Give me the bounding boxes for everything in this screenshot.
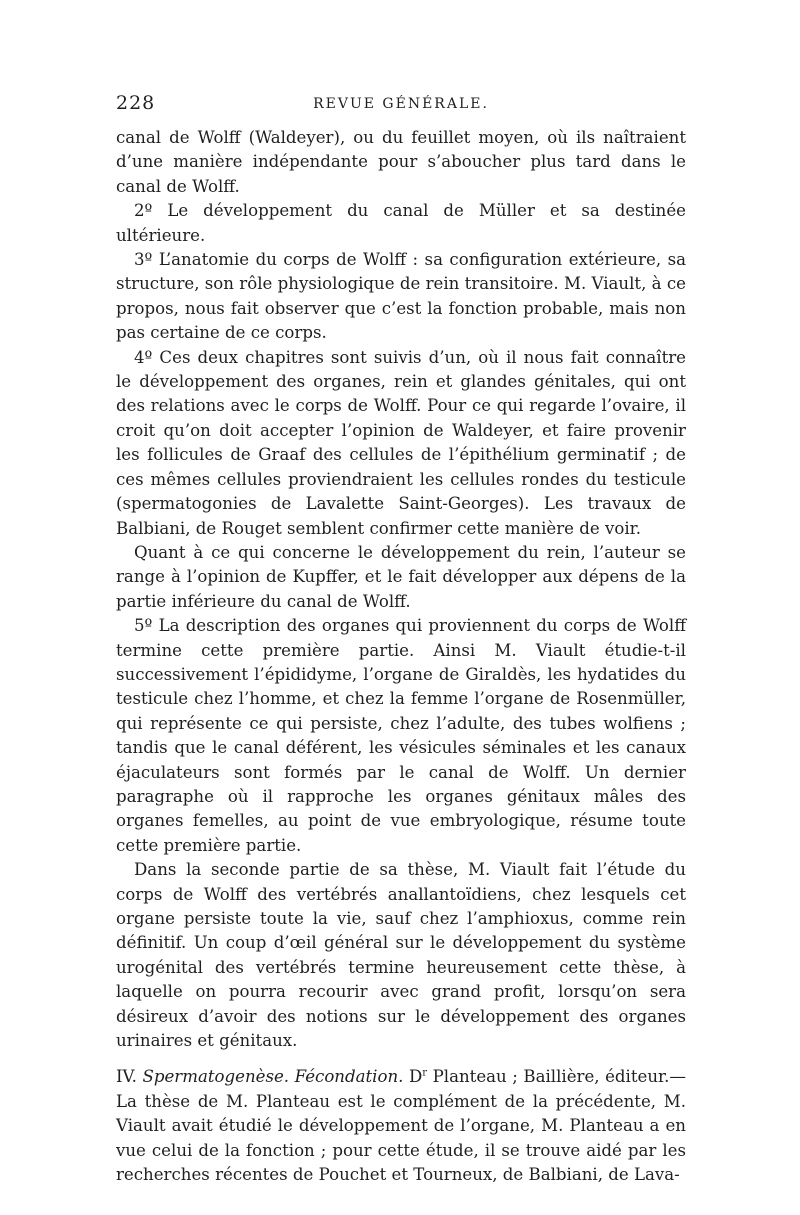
document-page bbox=[116, 92, 686, 1187]
running-title: REVUE GÉNÉRALE. bbox=[313, 96, 489, 112]
paragraph-kidney: Quant à ce qui concerne le développement du rein, l’auteur se range à l’opinion de Kupffer, et le fait développer aux dépens de la partie inférieure du canal de Wolff. bbox=[116, 542, 686, 611]
paragraph-item-3: 3º L’anatomie du corps de Wolff : sa configuration extérieure, sa structure, son rôle physiologique de rein transitoire. M. Viault, à ce propos, nous fait observer que c’est la fonction probable, mais non pas certaine de ce corps. bbox=[116, 250, 686, 343]
page-number: 228 bbox=[116, 92, 156, 114]
section-numeral: IV. bbox=[116, 1067, 137, 1087]
section-body: La thèse de M. Planteau est le complément de la précédente, M. Viault avait étudié le développement de l’organe, M. Planteau a en vue celui de la fonction ; pour cette étude, il se trouve aidé par les recherches récentes de Pouchet et Tourneux, de Balbiani, de Lava- bbox=[116, 1091, 686, 1185]
body-text bbox=[116, 126, 686, 1187]
section-iv-paragraph bbox=[116, 1065, 686, 1187]
paragraph-item-2: 2º Le développement du canal de Müller et sa destinée ultérieure. bbox=[116, 201, 686, 245]
author-superscript: r bbox=[422, 1067, 428, 1079]
paragraph-item-5: 5º La description des organes qui proviennent du corps de Wolff termine cette première partie. Ainsi M. Viault étudie-t-il successivement l’épididyme, l’organe de Giraldès, les hydatides du testicule chez l’homme, et chez la femme l’organe de Rosenmüller, qui représente ce qui persiste, chez l’adulte, des tubes wolfiens ; tandis que le canal déférent, les vésicules séminales et les canaux éjaculateurs sont formés par le canal de Wolff. Un dernier paragraphe où il rapproche les organes génitaux mâles des organes femelles, au point de vue embryologique, résume toute cette première partie. bbox=[116, 616, 686, 855]
author-prefix: D bbox=[408, 1067, 423, 1087]
section-title: Spermatogenèse. Fécondation. bbox=[142, 1067, 404, 1087]
paragraph-second-part: Dans la seconde partie de sa thèse, M. Viault fait l’étude du corps de Wolff des vertébrés anallantoïdiens, chez lesquels cet organe persiste toute la vie, sauf chez l’amphioxus, comme rein définitif. Un coup d’œil général sur le développement du système urogénital des vertébrés termine heureusement cette thèse, à laquelle on pourra recourir avec grand profit, lorsqu’on sera désireux d’avoir des notions sur le développement des organes urinaires et génitaux. bbox=[116, 860, 686, 1051]
author-rest: Planteau ; Baillière, éditeur.— bbox=[427, 1067, 687, 1087]
section-author bbox=[409, 1067, 686, 1086]
paragraph-item-4: 4º Ces deux chapitres sont suivis d’un, où il nous fait connaître le développement des organes, rein et glandes génitales, qui ont des relations avec le corps de Wolff. Pour ce qui regarde l’ovaire, il croit qu’on doit accepter l’opinion de Waldeyer, et faire provenir les follicules de Graaf des cellules de l’épithélium germinatif ; de ces mêmes cellules proviendraient les cellules rondes du testicule (spermatogonies de Lavalette Saint-Georges). Les travaux de Balbiani, de Rouget semblent confirmer cette manière de voir. bbox=[116, 347, 686, 538]
running-head bbox=[116, 92, 686, 122]
paragraph-continuation: canal de Wolff (Waldeyer), ou du feuillet moyen, où ils naîtraient d’une manière indépendante pour s’aboucher plus tard dans le canal de Wolff. bbox=[116, 128, 686, 196]
